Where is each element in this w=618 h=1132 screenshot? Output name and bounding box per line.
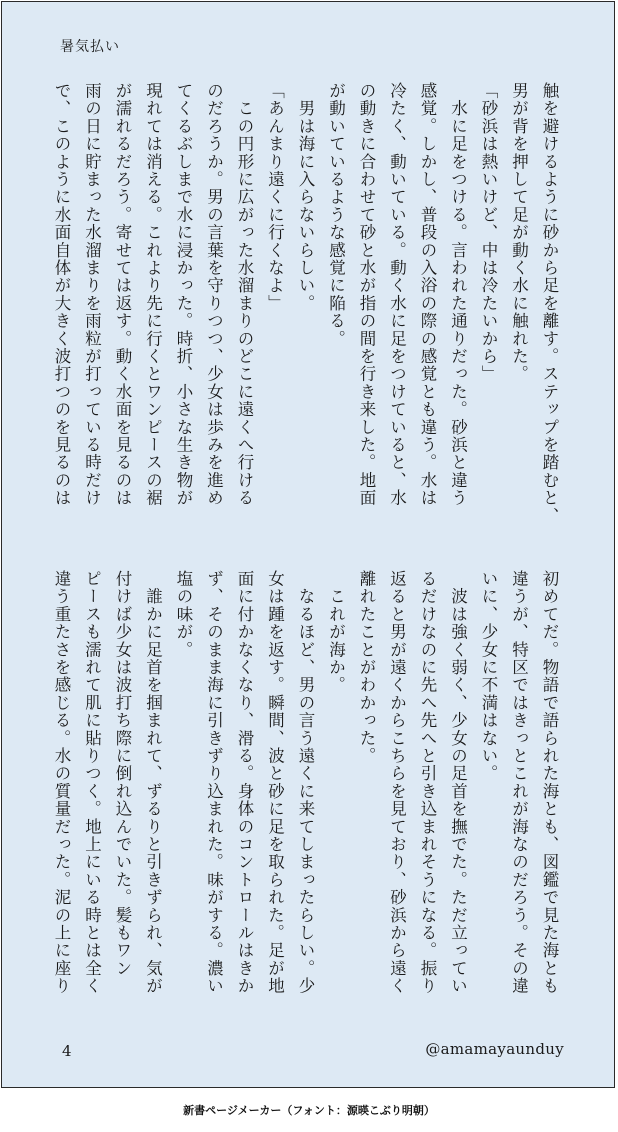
book-page [1,1,615,1088]
author-handle: @amamayaunduy [425,1040,564,1058]
vertical-text-upper-block: 触を避けるように砂から足を離す。ステップを踏むと、 男が背を押して足が動く水に触れた。 「砂浜は熱いけど、中は冷たいから」 水に足をつける。言われた通りだった。砂浜と違う 感覚。しかし、普段の入浴の際の感覚とも違う。水は 冷たく、動いている。動く水に足をつけていると、水 の動きに合わせて砂と水が指の間を行き来した。地面 が動いているような感覚に陥る。 男は海に入らないらしい。 「あんまり遠くに行くなよ」 この円形に広がった水溜まりのどこに遠くへ行ける のだろうか。男の言葉を守りつつ、少女は歩みを進め てくるぶしまで水に浸かった。時折、小さな生き物が 現れては消える。これより先に行くとワンピースの裾 が濡れるだろう。寄せては返す。動く水面を見るのは 雨の日に貯まった水溜まりを雨粒が打っている時だけ で、このように水面自体が大きく波打つのを見るのは [52,82,559,525]
vertical-text-lower-block: 初めてだ。物語で語られた海とも、図鑑で見た海とも 違うが、特区ではきっとこれが海なのだろう。その違 いに、少女に不満はない。 波は強く弱く、少女の足首を撫でた。ただ立ってい るだけなのに先へ先へと引き込まれそうになる。振り 返ると男が遠くからこちらを見ており、砂浜から遠く 離れたことがわかった。 これが海か。 なるほど、男の言う遠くに来てしまったらしい。少 女は踵を返す。瞬間、波と砂に足を取られた。足が地 面に付かなくなり、滑る。身体のコントロールはきか ず、そのまま海に引きずり込まれた。味がする。濃い 塩の味が。 誰かに足首を掴まれて、ずるりと引きずられ、気が 付けば少女は波打ち際に倒れ込んでいた。髪もワン ピースも濡れて肌に貼りつく。地上にいる時とは全く 違う重たさを感じる。水の質量だった。泥の上に座り [52,570,559,995]
page-title: 暑気払い [60,39,120,55]
generator-credit: 新書ページメーカー（フォント：源暎こぶり明朝） [183,1104,435,1117]
page-number: 4 [62,1042,72,1060]
